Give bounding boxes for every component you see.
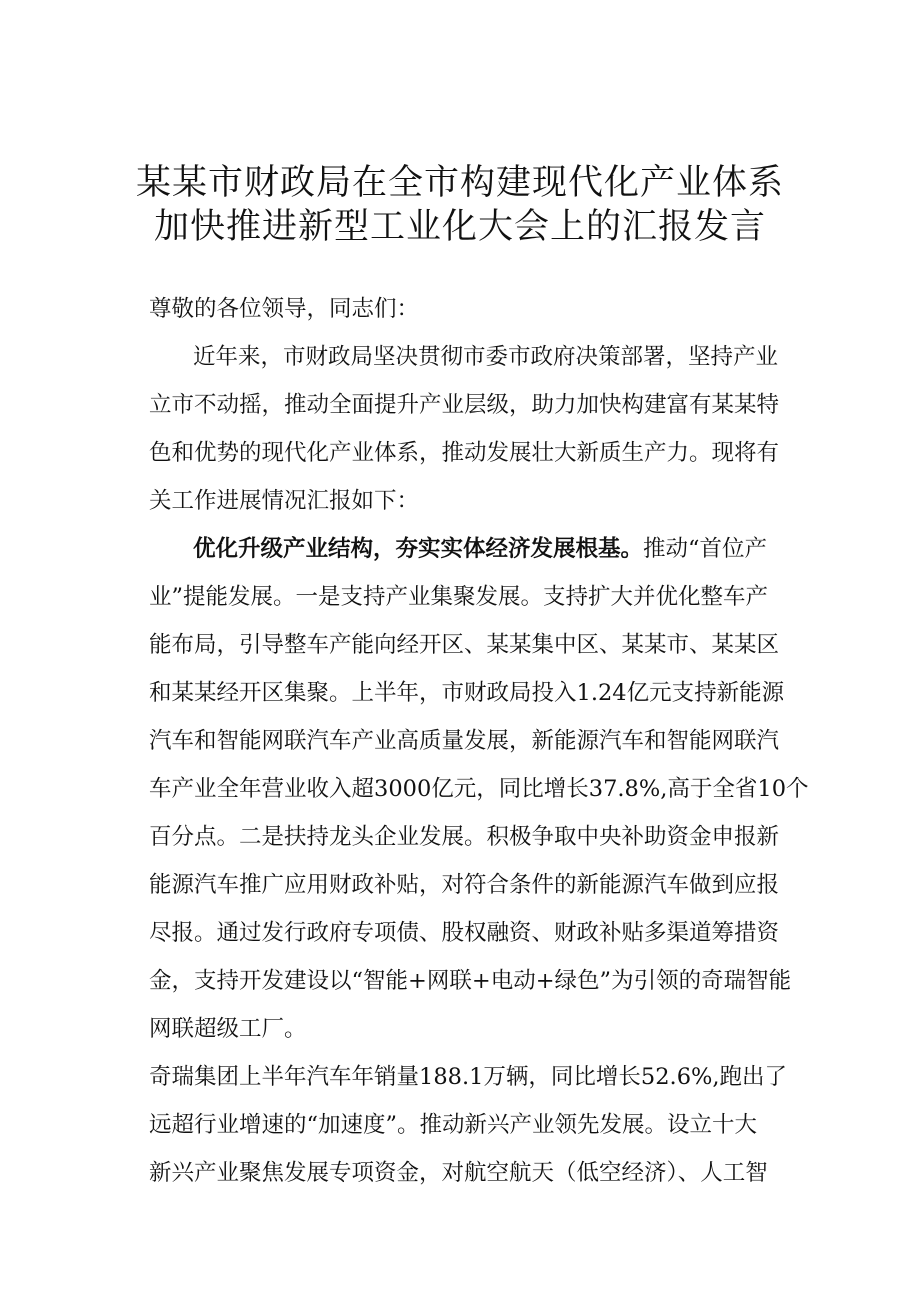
paragraph-line: 网联超级工厂。 [149, 1016, 307, 1042]
paragraph-line: 业”提能发展。一是支持产业集聚发展。支持扩大并优化整车产 [149, 584, 769, 610]
paragraph-line: 色和优势的现代化产业体系，推动发展壮大新质生产力。现将有 [149, 440, 780, 466]
paragraph-line: 和某某经开区集聚。上半年，市财政局投入1.24亿元支持新能源 [149, 680, 785, 706]
paragraph-text: 推动“首位产 [643, 536, 768, 562]
paragraph-line: 金，支持开发建设以“智能+网联+电动+绿色”为引领的奇瑞智能 [149, 968, 792, 994]
paragraph-line: 近年来，市财政局坚决贯彻市委市政府决策部署，坚持产业 [193, 344, 779, 370]
paragraph-line: 尽报。通过发行政府专项债、股权融资、财政补贴多渠道筹措资 [149, 920, 780, 946]
greeting: 尊敬的各位领导，同志们： [149, 296, 420, 322]
paragraph-line: 立市不动摇，推动全面提升产业层级，助力加快构建富有某某特 [149, 392, 780, 418]
paragraph-first-line [193, 531, 853, 563]
paragraph-line: 奇瑞集团上半年汽车年销量188.1万辆，同比增长52.6%,跑出了 [149, 1064, 788, 1090]
paragraph-line: 汽车和智能网联汽车产业高质量发展，新能源汽车和智能网联汽 [149, 728, 780, 754]
section-heading: 优化升级产业结构，夯实实体经济发展根基。 [193, 536, 644, 562]
paragraph-line: 新兴产业聚焦发展专项资金，对航空航天（低空经济）、人工智 [149, 1160, 768, 1186]
paragraph-line: 关工作进展情况汇报如下： [149, 488, 420, 514]
paragraph-line: 能源汽车推广应用财政补贴，对符合条件的新能源汽车做到应报 [149, 872, 780, 898]
paragraph-line: 能布局，引导整车产能向经开区、某某集中区、某某市、某某区 [149, 632, 780, 658]
title-line-2: 加快推进新型工业化大会上的汇报发言 [153, 207, 766, 247]
paragraph-line: 远超行业增速的“加速度”。推动新兴产业领先发展。设立十大 [149, 1112, 758, 1138]
paragraph-line: 车产业全年营业收入超3000亿元，同比增长37.8%,高于全省10个 [149, 776, 809, 802]
title-line-1: 某某市财政局在全市构建现代化产业体系 [135, 163, 784, 203]
paragraph-line: 百分点。二是扶持龙头企业发展。积极争取中央补助资金申报新 [149, 824, 780, 850]
